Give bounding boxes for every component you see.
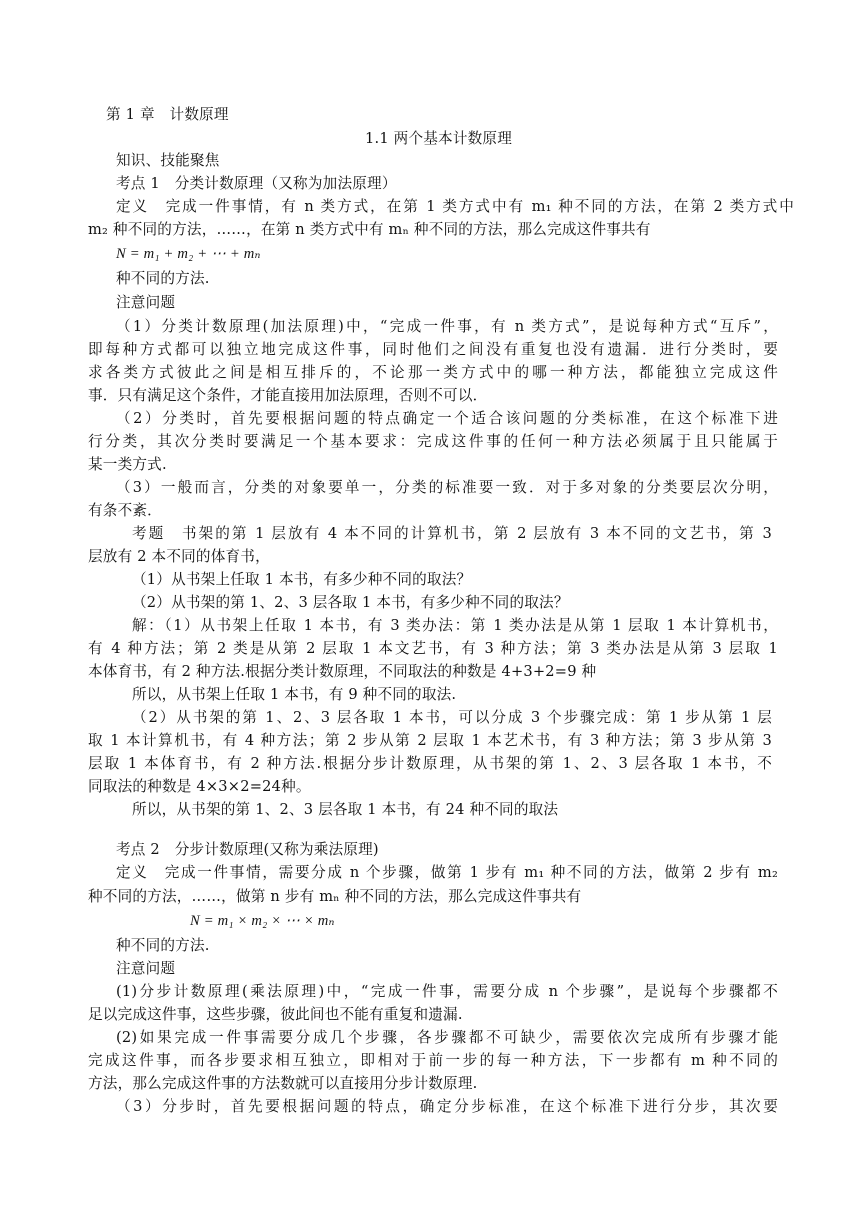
kp1-note3-line2: 有条不紊． (88, 502, 162, 519)
section-title: 1.1 两个基本计数原理 (365, 130, 512, 147)
kp1-definition-line2: m₂ 种不同的方法，……，在第 n 类方式中有 mₙ 种不同的方法，那么完成这件事共有 (88, 221, 651, 238)
kp1-note2-line2: 行分类，其次分类时要满足一个基本要求：完成这件事的任何一种方法必须属于且只能属于 (88, 433, 778, 450)
solution1-line1: 解：（1）从书架上任取 1 本书，有 3 类办法：第 1 类办法是从第 1 层取 1 本计算机书， (132, 617, 778, 634)
example-question-line2: 层放有 2 本不同的体育书， (88, 548, 270, 565)
kp1-note2-line1: （2）分类时，首先要根据问题的特点确定一个适合该问题的分类标准，在这个标准下进 (116, 410, 778, 427)
kp2-title: 考点 2 分步计数原理(又称为乘法原理) (116, 841, 379, 858)
kp1-title: 考点 1 分类计数原理（又称为加法原理） (116, 175, 397, 192)
kp1-note1-line3: 求各类方式彼此之间是相互排斥的，不论那一类方式中的哪一种方法，都能独立完成这件 (88, 364, 778, 381)
kp2-note2-line3: 方法，那么完成这件事的方法数就可以直接用分步计数原理. (88, 1075, 478, 1092)
kp2-notes-title: 注意问题 (116, 960, 176, 977)
kp2-note3-line1: （3）分步时，首先要根据问题的特点，确定分步标准，在这个标准下进行分步，其次要 (116, 1098, 778, 1115)
kp1-definition-line1: 定义 完成一件事情，有 n 类方式，在第 1 类方式中有 m₁ 种不同的方法，在第 2 类方式中 (116, 198, 794, 215)
kp1-notes-title: 注意问题 (116, 294, 176, 311)
kp1-definition-end: 种不同的方法. (116, 270, 210, 287)
solution1-line2: 有 4 种方法；第 2 类是从第 2 层取 1 本文艺书，有 3 种方法；第 3 类办法是从第 3 层取 1 (88, 640, 778, 657)
solution2-conclusion: 所以，从书架的第 1、2、3 层各取 1 本书，有 24 种不同的取法 (132, 801, 559, 818)
solution1-line3: 本体育书，有 2 种方法.根据分类计数原理，不同取法的种数是 4+3+2=9 种 (88, 663, 597, 680)
kp2-note1-line2: 足以完成这件事，这些步骤，彼此间也不能有重复和遗漏. (88, 1006, 463, 1023)
kp1-note3-line1: （3）一般而言，分类的对象要单一，分类的标准要一致．对于多对象的分类要层次分明， (116, 479, 778, 496)
kp2-formula: N = m₁ × m₂ × ⋯ × mₙ (190, 913, 335, 929)
solution1-conclusion: 所以，从书架上任取 1 本书，有 9 种不同的取法. (132, 686, 457, 703)
kp2-note1-line1: (1)分步计数原理(乘法原理)中，“完成一件事，需要分成 n 个步骤”，是说每个步骤都不 (116, 983, 778, 1000)
kp1-note2-line3: 某一类方式. (88, 456, 167, 473)
kp2-note2-line2: 完成这件事，而各步要求相互独立，即相对于前一步的每一种方法，下一步都有 m 种不同的 (88, 1052, 778, 1069)
kp1-note1-line4: 事．只有满足这个条件，才能直接用加法原理，否则不可以． (88, 387, 488, 404)
solution2-line4: 同取法的种数是 4×3×2=24种。 (88, 778, 311, 795)
solution2-line3: 层取 1 本体育书，有 2 种方法.根据分步计数原理，从书架的第 1、2、3 层各取 1 本书，不 (88, 755, 772, 772)
solution2-line1: （2）从书架的第 1、2、3 层各取 1 本书，可以分成 3 个步骤完成：第 1 步从第 1 层 (132, 709, 772, 726)
kp1-note1-line1: （1）分类计数原理(加法原理)中，“完成一件事，有 n 类方式”，是说每种方式“互斥”， (116, 318, 778, 335)
kp2-definition-line1: 定义 完成一件事情，需要分成 n 个步骤，做第 1 步有 m₁ 种不同的方法，做第 2 步有 m₂ (116, 864, 778, 881)
kp1-note1-line2: 即每种方式都可以独立地完成这件事，同时他们之间没有重复也没有遗漏．进行分类时，要 (88, 341, 778, 358)
example-question-line1: 考题 书架的第 1 层放有 4 本不同的计算机书，第 2 层放有 3 本不同的文艺书，第 3 (132, 525, 772, 542)
kp2-definition-line2: 种不同的方法，……，做第 n 步有 mₙ 种不同的方法，那么完成这件事共有 (88, 888, 582, 905)
kp2-note2-line1: (2)如果完成一件事需要分成几个步骤，各步骤都不可缺少，需要依次完成所有步骤才能 (116, 1029, 778, 1046)
kp1-formula: N = m₁ + m₂ + ⋯ + mₙ (116, 246, 261, 262)
kp2-definition-end: 种不同的方法. (116, 937, 210, 954)
example-question-2: （2）从书架的第 1、2、3 层各取 1 本书，有多少种不同的取法？ (132, 594, 569, 611)
chapter-heading: 第 1 章 计数原理 (106, 106, 229, 123)
knowledge-heading: 知识、技能聚焦 (116, 152, 220, 169)
example-question-1: （1）从书架上任取 1 本书，有多少种不同的取法？ (132, 571, 472, 588)
solution2-line2: 取 1 本计算机书，有 4 种方法；第 2 步从第 2 层取 1 本艺术书，有 3 种方法；第 3 步从第 3 (88, 732, 772, 749)
